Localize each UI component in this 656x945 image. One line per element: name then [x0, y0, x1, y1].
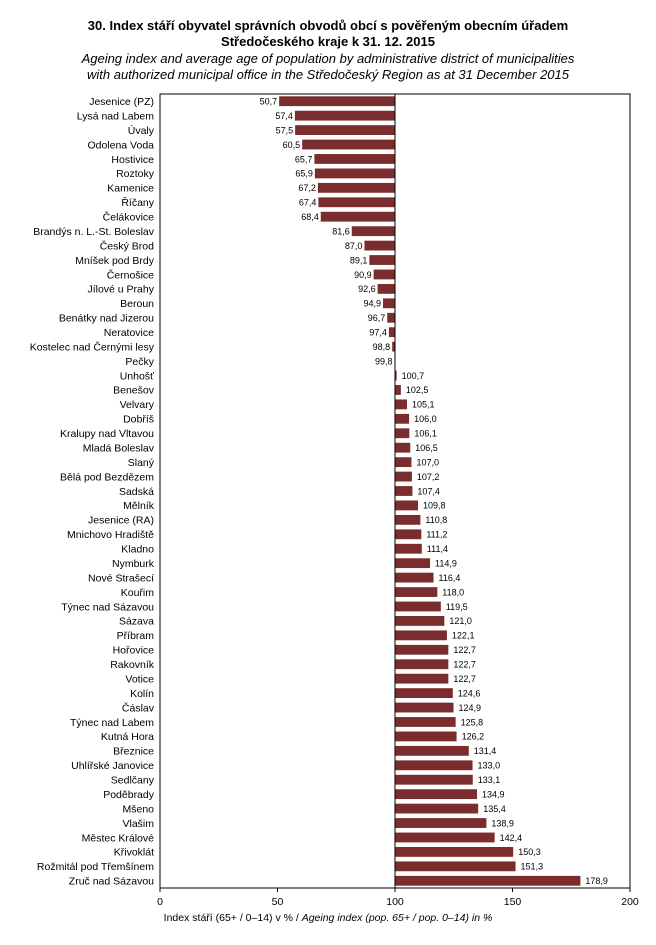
category-label: Křivoklát [113, 846, 154, 859]
data-label: 67,2 [298, 183, 316, 194]
bar [395, 573, 434, 583]
x-tick-label: 200 [621, 896, 639, 908]
category-label: Říčany [121, 197, 154, 210]
data-label: 100,7 [401, 370, 425, 381]
x-tick-label: 0 [157, 896, 163, 908]
category-label: Unhošť [119, 370, 154, 383]
bar [395, 789, 477, 799]
data-label: 133,1 [477, 775, 501, 786]
category-label: Hořovice [112, 644, 154, 657]
data-label: 116,4 [438, 572, 461, 583]
data-label: 87,0 [344, 240, 363, 251]
data-label: 178,9 [585, 876, 608, 887]
bar [387, 313, 395, 323]
x-tick-label: 100 [386, 896, 404, 908]
category-label: Pečky [125, 355, 154, 368]
data-label: 94,9 [363, 298, 382, 309]
data-label: 118,0 [442, 587, 465, 598]
data-label: 151,3 [520, 861, 544, 872]
data-label: 122,7 [453, 659, 476, 670]
data-label: 106,5 [415, 442, 438, 453]
bar [369, 255, 395, 265]
data-label: 111,2 [426, 529, 448, 540]
data-label: 90,9 [354, 269, 372, 280]
data-label: 99,8 [374, 356, 393, 367]
category-label: Brandýs n. L.-St. Boleslav [33, 225, 154, 238]
data-label: 125,8 [460, 717, 484, 728]
data-label: 131,4 [473, 746, 497, 757]
bar [395, 602, 441, 612]
data-label: 97,4 [369, 327, 387, 338]
data-label: 68,4 [301, 212, 319, 223]
data-label: 124,6 [457, 688, 481, 699]
bar [395, 876, 580, 886]
category-label: Úvaly [127, 124, 154, 137]
category-label: Kamenice [107, 182, 154, 195]
bar [395, 732, 457, 742]
category-label: Mníšek pod Brdy [75, 254, 154, 267]
category-label: Čáslav [121, 702, 154, 715]
chart-subtitle-line2: with authorized municipal office in the Středočeský Region as at 31 December 2015 [87, 67, 569, 82]
category-label: Sedlčany [110, 774, 154, 787]
data-label: 57,4 [275, 110, 293, 121]
category-label: Mnichovo Hradiště [67, 529, 154, 542]
chart-title-line2: Středočeského kraje k 31. 12. 2015 [221, 34, 435, 49]
data-label: 106,1 [414, 428, 437, 439]
bar [315, 168, 395, 178]
chart-title: 30. Index stáří obyvatel správních obvodů obcí s pověřeným obecním úřadem [87, 18, 569, 33]
bar [395, 399, 407, 409]
data-label: 126,2 [461, 731, 485, 742]
bar [395, 833, 495, 843]
data-label: 81,6 [332, 226, 350, 237]
bar [395, 861, 516, 871]
category-label: Lysá nad Labem [76, 110, 154, 123]
bar [395, 703, 454, 713]
x-axis-label-en: Ageing index (pop. 65+ / pop. 0–14) in % [301, 912, 493, 924]
category-label: Týnec nad Sázavou [61, 601, 154, 614]
data-label: 50,7 [259, 96, 278, 107]
category-label: Velvary [119, 399, 154, 412]
category-label: Jílové u Prahy [87, 283, 154, 296]
data-label: 106,0 [414, 414, 437, 425]
category-label: Rakovník [110, 659, 154, 672]
category-label: Příbram [116, 630, 154, 643]
category-label: Odolena Voda [87, 139, 154, 152]
category-label: Týnec nad Labem [69, 716, 154, 729]
category-label: Dobříš [123, 413, 154, 426]
data-label: 138,9 [491, 818, 514, 829]
data-label: 102,5 [405, 385, 429, 396]
x-tick-label: 50 [271, 896, 284, 908]
bar [395, 515, 420, 525]
bar [395, 804, 478, 814]
category-label: Zruč nad Sázavou [68, 875, 154, 888]
category-label: Slaný [127, 456, 154, 469]
category-label: Kutná Hora [100, 731, 154, 744]
category-label: Český Brod [99, 240, 154, 253]
bar [295, 111, 395, 121]
category-label: Černošice [106, 269, 154, 282]
category-label: Bělá pod Bezdězem [60, 471, 154, 484]
bar [318, 183, 395, 193]
bar [395, 443, 410, 453]
category-label: Uhlířské Janovice [71, 760, 154, 773]
bar [395, 674, 448, 684]
bar [395, 457, 411, 467]
bar [279, 96, 395, 106]
x-axis-label [0, 912, 656, 924]
category-label: Votice [125, 673, 154, 686]
data-label: 65,9 [295, 168, 313, 179]
category-label: Kladno [121, 543, 154, 556]
data-label: 67,4 [298, 197, 317, 208]
category-label: Čelákovice [102, 211, 154, 224]
data-label: 121,0 [449, 616, 472, 627]
category-label: Nymburk [111, 557, 154, 570]
bar [352, 226, 395, 236]
category-label: Neratovice [103, 327, 154, 339]
bar [395, 818, 486, 828]
category-label: Kouřim [120, 586, 154, 599]
data-label: 65,7 [294, 154, 313, 165]
bar [395, 760, 473, 770]
data-label: 96,7 [367, 313, 386, 324]
bar [364, 241, 395, 251]
data-label: 142,4 [499, 832, 523, 843]
data-label: 122,7 [453, 673, 476, 684]
bar [395, 717, 456, 727]
bar [395, 385, 401, 395]
data-label: 134,9 [482, 789, 505, 800]
data-label: 110,8 [425, 515, 448, 526]
bar [295, 125, 395, 135]
bar [374, 270, 395, 280]
data-label: 60,5 [282, 139, 301, 150]
bar [383, 298, 395, 308]
bar [395, 630, 447, 640]
data-label: 107,4 [417, 486, 440, 497]
data-label: 109,8 [423, 500, 446, 511]
bar [395, 775, 473, 785]
data-label: 135,4 [483, 803, 506, 814]
category-label: Sadská [118, 485, 154, 498]
category-label: Mladá Boleslav [82, 442, 154, 455]
bar [318, 197, 395, 207]
data-label: 124,9 [458, 702, 482, 713]
bar [321, 212, 395, 222]
bar [314, 154, 395, 164]
category-label: Beroun [120, 298, 154, 311]
bar [395, 472, 412, 482]
data-label: 111,4 [426, 544, 448, 555]
x-axis-label-cz: Index stáří (65+ / 0–14) v % / [163, 912, 302, 924]
bar [395, 529, 421, 539]
bar [378, 284, 395, 294]
category-label: Jesenice (RA) [88, 514, 154, 527]
category-label: Sázava [118, 615, 154, 628]
bar [395, 616, 444, 626]
bar [395, 414, 409, 424]
data-label: 107,0 [416, 457, 439, 468]
bar [395, 486, 412, 496]
bar [302, 140, 395, 150]
category-label: Březnice [113, 745, 154, 758]
data-label: 122,1 [451, 630, 475, 641]
category-label: Roztoky [116, 168, 154, 181]
data-label: 105,1 [411, 399, 435, 410]
data-label: 133,0 [477, 760, 501, 771]
category-label: Mělník [123, 500, 154, 513]
category-label: Kralupy nad Vltavou [60, 428, 154, 441]
bar [389, 327, 395, 337]
x-tick-label: 150 [503, 896, 522, 908]
chart-subtitle: Ageing index and average age of population by administrative district of municipalities [81, 51, 575, 66]
bar [395, 847, 513, 857]
bar [395, 558, 430, 568]
category-label: Kolín [130, 687, 154, 700]
data-label: 150,3 [518, 847, 541, 858]
data-label: 114,9 [435, 558, 457, 569]
category-label: Hostivice [111, 153, 154, 166]
bar [395, 688, 453, 698]
data-label: 119,5 [445, 601, 468, 612]
data-label: 89,1 [349, 255, 368, 266]
bar [395, 587, 437, 597]
data-label: 107,2 [416, 471, 440, 482]
category-label: Nové Strašecí [88, 572, 154, 585]
category-label: Benešov [113, 384, 154, 397]
category-label: Benátky nad Jizerou [58, 312, 154, 325]
category-label: Mšeno [122, 803, 154, 816]
category-label: Poděbrady [103, 788, 154, 801]
bar [395, 645, 448, 655]
bar [395, 659, 448, 669]
data-label: 57,5 [275, 125, 294, 136]
category-label: Vlašim [122, 817, 154, 830]
category-label: Městec Králové [81, 832, 154, 845]
bar [395, 544, 422, 554]
bar [395, 428, 409, 438]
data-label: 92,6 [358, 284, 376, 295]
data-label: 122,7 [453, 645, 476, 656]
bar [395, 501, 418, 511]
category-label: Rožmitál pod Třemšínem [36, 861, 154, 874]
category-label: Jesenice (PZ) [89, 96, 154, 109]
bar [395, 746, 469, 756]
category-label: Kostelec nad Černými lesy [29, 341, 154, 354]
data-label: 98,8 [372, 341, 391, 352]
